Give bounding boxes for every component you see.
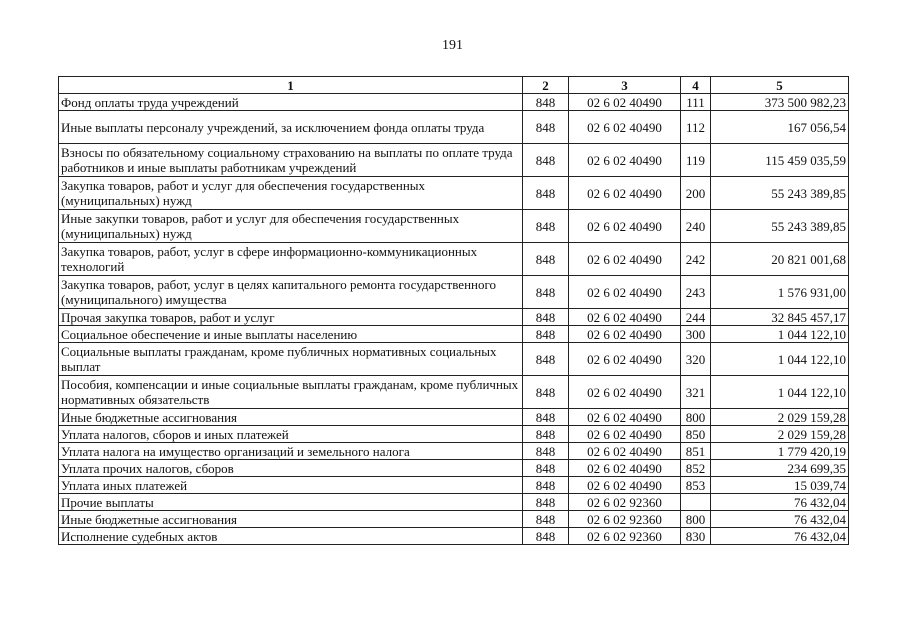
row-name: Уплата прочих налогов, сборов — [59, 460, 523, 477]
row-code: 848 — [523, 409, 569, 426]
row-amount: 76 432,04 — [711, 528, 849, 545]
row-target: 02 6 02 40490 — [569, 409, 681, 426]
row-target: 02 6 02 40490 — [569, 276, 681, 309]
row-vr: 851 — [681, 443, 711, 460]
row-vr: 850 — [681, 426, 711, 443]
row-code: 848 — [523, 511, 569, 528]
row-amount: 115 459 035,59 — [711, 144, 849, 177]
row-amount: 15 039,74 — [711, 477, 849, 494]
row-code: 848 — [523, 443, 569, 460]
row-vr: 200 — [681, 177, 711, 210]
column-header-vr: 4 — [681, 77, 711, 94]
row-vr: 800 — [681, 511, 711, 528]
table-row — [59, 443, 849, 460]
row-code: 848 — [523, 426, 569, 443]
table-row — [59, 111, 849, 144]
row-code: 848 — [523, 94, 569, 111]
row-amount: 373 500 982,23 — [711, 94, 849, 111]
column-header-code: 2 — [523, 77, 569, 94]
row-amount: 1 576 931,00 — [711, 276, 849, 309]
row-target: 02 6 02 40490 — [569, 460, 681, 477]
row-amount: 76 432,04 — [711, 511, 849, 528]
row-vr: 240 — [681, 210, 711, 243]
table-row — [59, 177, 849, 210]
row-vr: 852 — [681, 460, 711, 477]
row-name: Иные бюджетные ассигнования — [59, 409, 523, 426]
row-target: 02 6 02 40490 — [569, 243, 681, 276]
row-target: 02 6 02 40490 — [569, 177, 681, 210]
row-code: 848 — [523, 528, 569, 545]
row-vr: 300 — [681, 326, 711, 343]
row-amount: 32 845 457,17 — [711, 309, 849, 326]
row-name: Закупка товаров, работ, услуг в сфере информационно-коммуникационных технологий — [59, 243, 523, 276]
table-row — [59, 511, 849, 528]
row-name: Социальные выплаты гражданам, кроме публичных нормативных социальных выплат — [59, 343, 523, 376]
row-vr: 243 — [681, 276, 711, 309]
row-code: 848 — [523, 494, 569, 511]
table-row — [59, 243, 849, 276]
row-amount: 1 779 420,19 — [711, 443, 849, 460]
row-vr: 320 — [681, 343, 711, 376]
table-row — [59, 343, 849, 376]
row-amount: 55 243 389,85 — [711, 177, 849, 210]
row-target: 02 6 02 40490 — [569, 326, 681, 343]
row-name: Иные закупки товаров, работ и услуг для обеспечения государственных (муниципальных) нужд — [59, 210, 523, 243]
table-row — [59, 144, 849, 177]
row-code: 848 — [523, 326, 569, 343]
table-row — [59, 477, 849, 494]
row-amount: 1 044 122,10 — [711, 326, 849, 343]
table-row — [59, 494, 849, 511]
table-row — [59, 528, 849, 545]
row-amount: 2 029 159,28 — [711, 426, 849, 443]
row-name: Уплата налогов, сборов и иных платежей — [59, 426, 523, 443]
table-row — [59, 94, 849, 111]
table-header-row — [59, 77, 849, 94]
row-target: 02 6 02 92360 — [569, 528, 681, 545]
column-header-target: 3 — [569, 77, 681, 94]
row-code: 848 — [523, 309, 569, 326]
row-amount: 1 044 122,10 — [711, 343, 849, 376]
row-code: 848 — [523, 276, 569, 309]
row-vr: 800 — [681, 409, 711, 426]
row-amount: 167 056,54 — [711, 111, 849, 144]
row-amount: 1 044 122,10 — [711, 376, 849, 409]
page-number: 191 — [442, 38, 463, 53]
row-code: 848 — [523, 460, 569, 477]
row-target: 02 6 02 40490 — [569, 94, 681, 111]
row-name: Прочие выплаты — [59, 494, 523, 511]
row-name: Иные выплаты персоналу учреждений, за исключением фонда оплаты труда — [59, 111, 523, 144]
row-target: 02 6 02 40490 — [569, 426, 681, 443]
row-target: 02 6 02 40490 — [569, 144, 681, 177]
row-name: Прочая закупка товаров, работ и услуг — [59, 309, 523, 326]
row-name: Уплата иных платежей — [59, 477, 523, 494]
row-name: Исполнение судебных актов — [59, 528, 523, 545]
row-target: 02 6 02 92360 — [569, 494, 681, 511]
row-name: Закупка товаров, работ и услуг для обеспечения государственных (муниципальных) нужд — [59, 177, 523, 210]
row-code: 848 — [523, 210, 569, 243]
column-header-name: 1 — [59, 77, 523, 94]
row-amount: 2 029 159,28 — [711, 409, 849, 426]
row-code: 848 — [523, 376, 569, 409]
row-target: 02 6 02 40490 — [569, 309, 681, 326]
table-row — [59, 460, 849, 477]
row-amount: 234 699,35 — [711, 460, 849, 477]
row-amount: 76 432,04 — [711, 494, 849, 511]
row-target: 02 6 02 40490 — [569, 376, 681, 409]
row-name: Закупка товаров, работ, услуг в целях капитального ремонта государственного (муниципального) имущества — [59, 276, 523, 309]
table-row — [59, 409, 849, 426]
row-vr — [681, 494, 711, 511]
row-code: 848 — [523, 177, 569, 210]
row-code: 848 — [523, 477, 569, 494]
row-vr: 111 — [681, 94, 711, 111]
row-name: Взносы по обязательному социальному страхованию на выплаты по оплате труда работников и иные выплаты работникам учреждений — [59, 144, 523, 177]
column-header-amount: 5 — [711, 77, 849, 94]
row-code: 848 — [523, 243, 569, 276]
table-row — [59, 276, 849, 309]
table-row — [59, 210, 849, 243]
row-vr: 244 — [681, 309, 711, 326]
row-target: 02 6 02 40490 — [569, 111, 681, 144]
row-code: 848 — [523, 111, 569, 144]
row-name: Фонд оплаты труда учреждений — [59, 94, 523, 111]
table-row — [59, 376, 849, 409]
row-vr: 321 — [681, 376, 711, 409]
row-target: 02 6 02 40490 — [569, 477, 681, 494]
row-vr: 830 — [681, 528, 711, 545]
table-row — [59, 426, 849, 443]
row-vr: 112 — [681, 111, 711, 144]
row-amount: 55 243 389,85 — [711, 210, 849, 243]
row-target: 02 6 02 40490 — [569, 343, 681, 376]
row-name: Иные бюджетные ассигнования — [59, 511, 523, 528]
row-target: 02 6 02 40490 — [569, 443, 681, 460]
row-code: 848 — [523, 343, 569, 376]
row-name: Уплата налога на имущество организаций и земельного налога — [59, 443, 523, 460]
budget-table — [58, 76, 849, 545]
row-amount: 20 821 001,68 — [711, 243, 849, 276]
row-name: Социальное обеспечение и иные выплаты населению — [59, 326, 523, 343]
row-vr: 119 — [681, 144, 711, 177]
row-vr: 242 — [681, 243, 711, 276]
row-vr: 853 — [681, 477, 711, 494]
row-code: 848 — [523, 144, 569, 177]
row-target: 02 6 02 40490 — [569, 210, 681, 243]
table-row — [59, 309, 849, 326]
table-row — [59, 326, 849, 343]
row-target: 02 6 02 92360 — [569, 511, 681, 528]
row-name: Пособия, компенсации и иные социальные выплаты гражданам, кроме публичных нормативных обязательств — [59, 376, 523, 409]
